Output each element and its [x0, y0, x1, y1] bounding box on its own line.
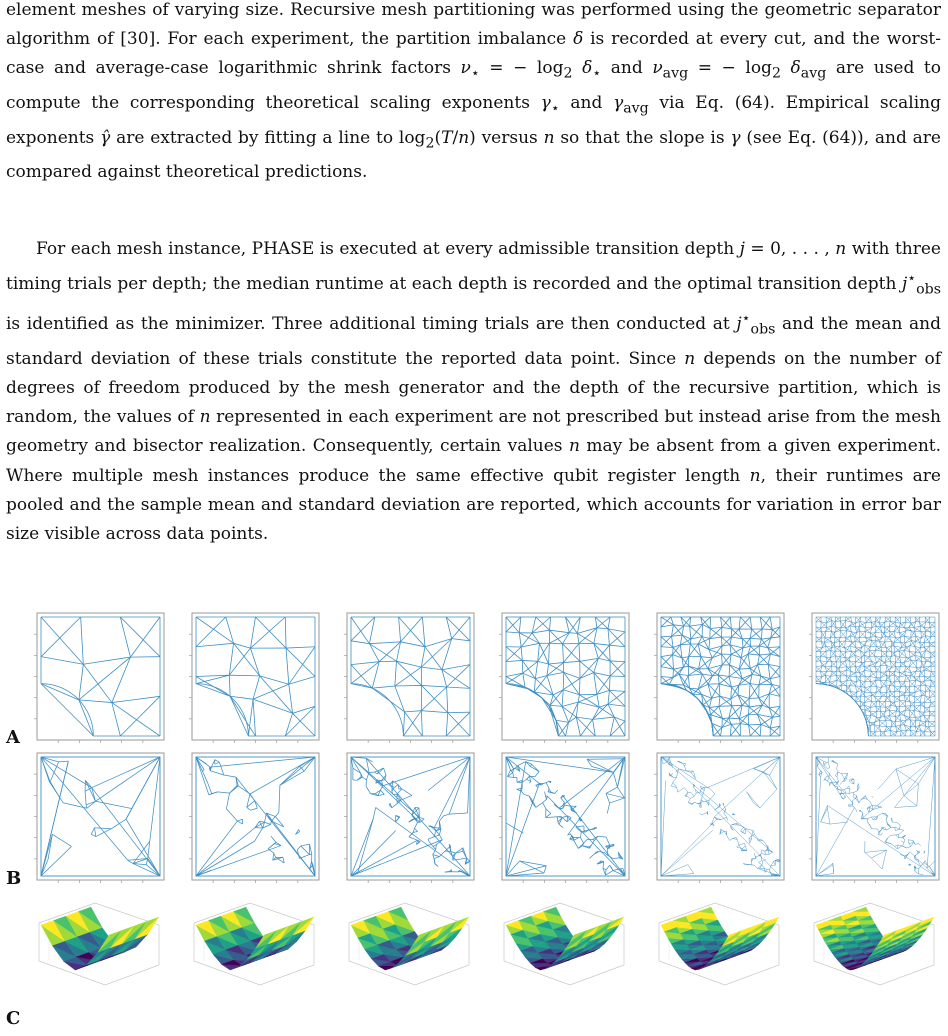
surface-panel-c-1 [39, 903, 159, 985]
mesh-panel-a-1 [34, 613, 164, 743]
paragraph-1 [6, 0, 941, 187]
mesh-panel-b-6 [809, 753, 939, 883]
mesh-panel-b-4 [499, 753, 629, 883]
mesh-panel-a-5 [654, 613, 784, 743]
surface-panel-c-2 [194, 903, 314, 985]
paragraph-2 [6, 235, 941, 549]
p1-text-a: element meshes of varying size. Recursive mesh partitioning was performed using the geometric separator algorithm of [30]. For each experiment, the partition imbalance δ is recorded at every cut, and the worst-case and average-case logarithmic shrink factors $\nu_⋆$ = − $\log_2 \delta_⋆$ and $\nu_{avg}$ = − $\log_2 \delta_{avg}$ are used to compute the corresponding theoretical scaling exponents $\gamma_⋆$ and $\gamma_{avg}$ via Eq. (64). Empirical scaling exponents γ̂ are extracted by fitting a line to $\log_2(T/n)$ versus n so that the slope is γ (see Eq. (64)), and are compared against theoretical predictions. [6, 0, 942, 183]
surface-panel-c-3 [349, 903, 469, 985]
mesh-panel-b-3 [344, 753, 474, 883]
surface-panel-c-6 [814, 903, 934, 985]
row-label-b: B [6, 868, 22, 889]
surface-panel-c-4 [504, 903, 624, 985]
mesh-panel-a-2 [189, 613, 319, 743]
surface-panel-c-5 [659, 903, 779, 985]
p2-text: For each mesh instance, PHASE is executed at every admissible transition depth j = 0, . . . , n with three timing trials per depth; the median runtime at each depth is recorded and the optimal transition depth $j^⋆_{obs}$ is identified as the minimizer. Three additional timing trials are then conducted at $j^⋆_{obs}$ and the mean and standard deviation of these trials constitute the reported data point. Since n depends on the number of degrees of freedom produced by the mesh generator and the depth of the recursive partition, which is random, the values of n represented in each experiment are not prescribed but instead arise from the mesh geometry and bisector realization. Consequently, certain values n may be absent from a given experiment. Where multiple mesh instances produce the same effective qubit register length n, their runtimes are pooled and the sample mean and standard deviation are reported, which accounts for variation in error bar size visible across data points. [6, 239, 942, 544]
mesh-panel-a-4 [499, 613, 629, 743]
row-label-a: A [6, 727, 20, 748]
mesh-panel-a-3 [344, 613, 474, 743]
mesh-panel-b-5 [654, 753, 784, 883]
mesh-panel-b-1 [34, 753, 164, 883]
mesh-panel-a-6 [809, 613, 939, 743]
row-label-c: C [6, 1008, 21, 1029]
mesh-panel-b-2 [189, 753, 319, 883]
